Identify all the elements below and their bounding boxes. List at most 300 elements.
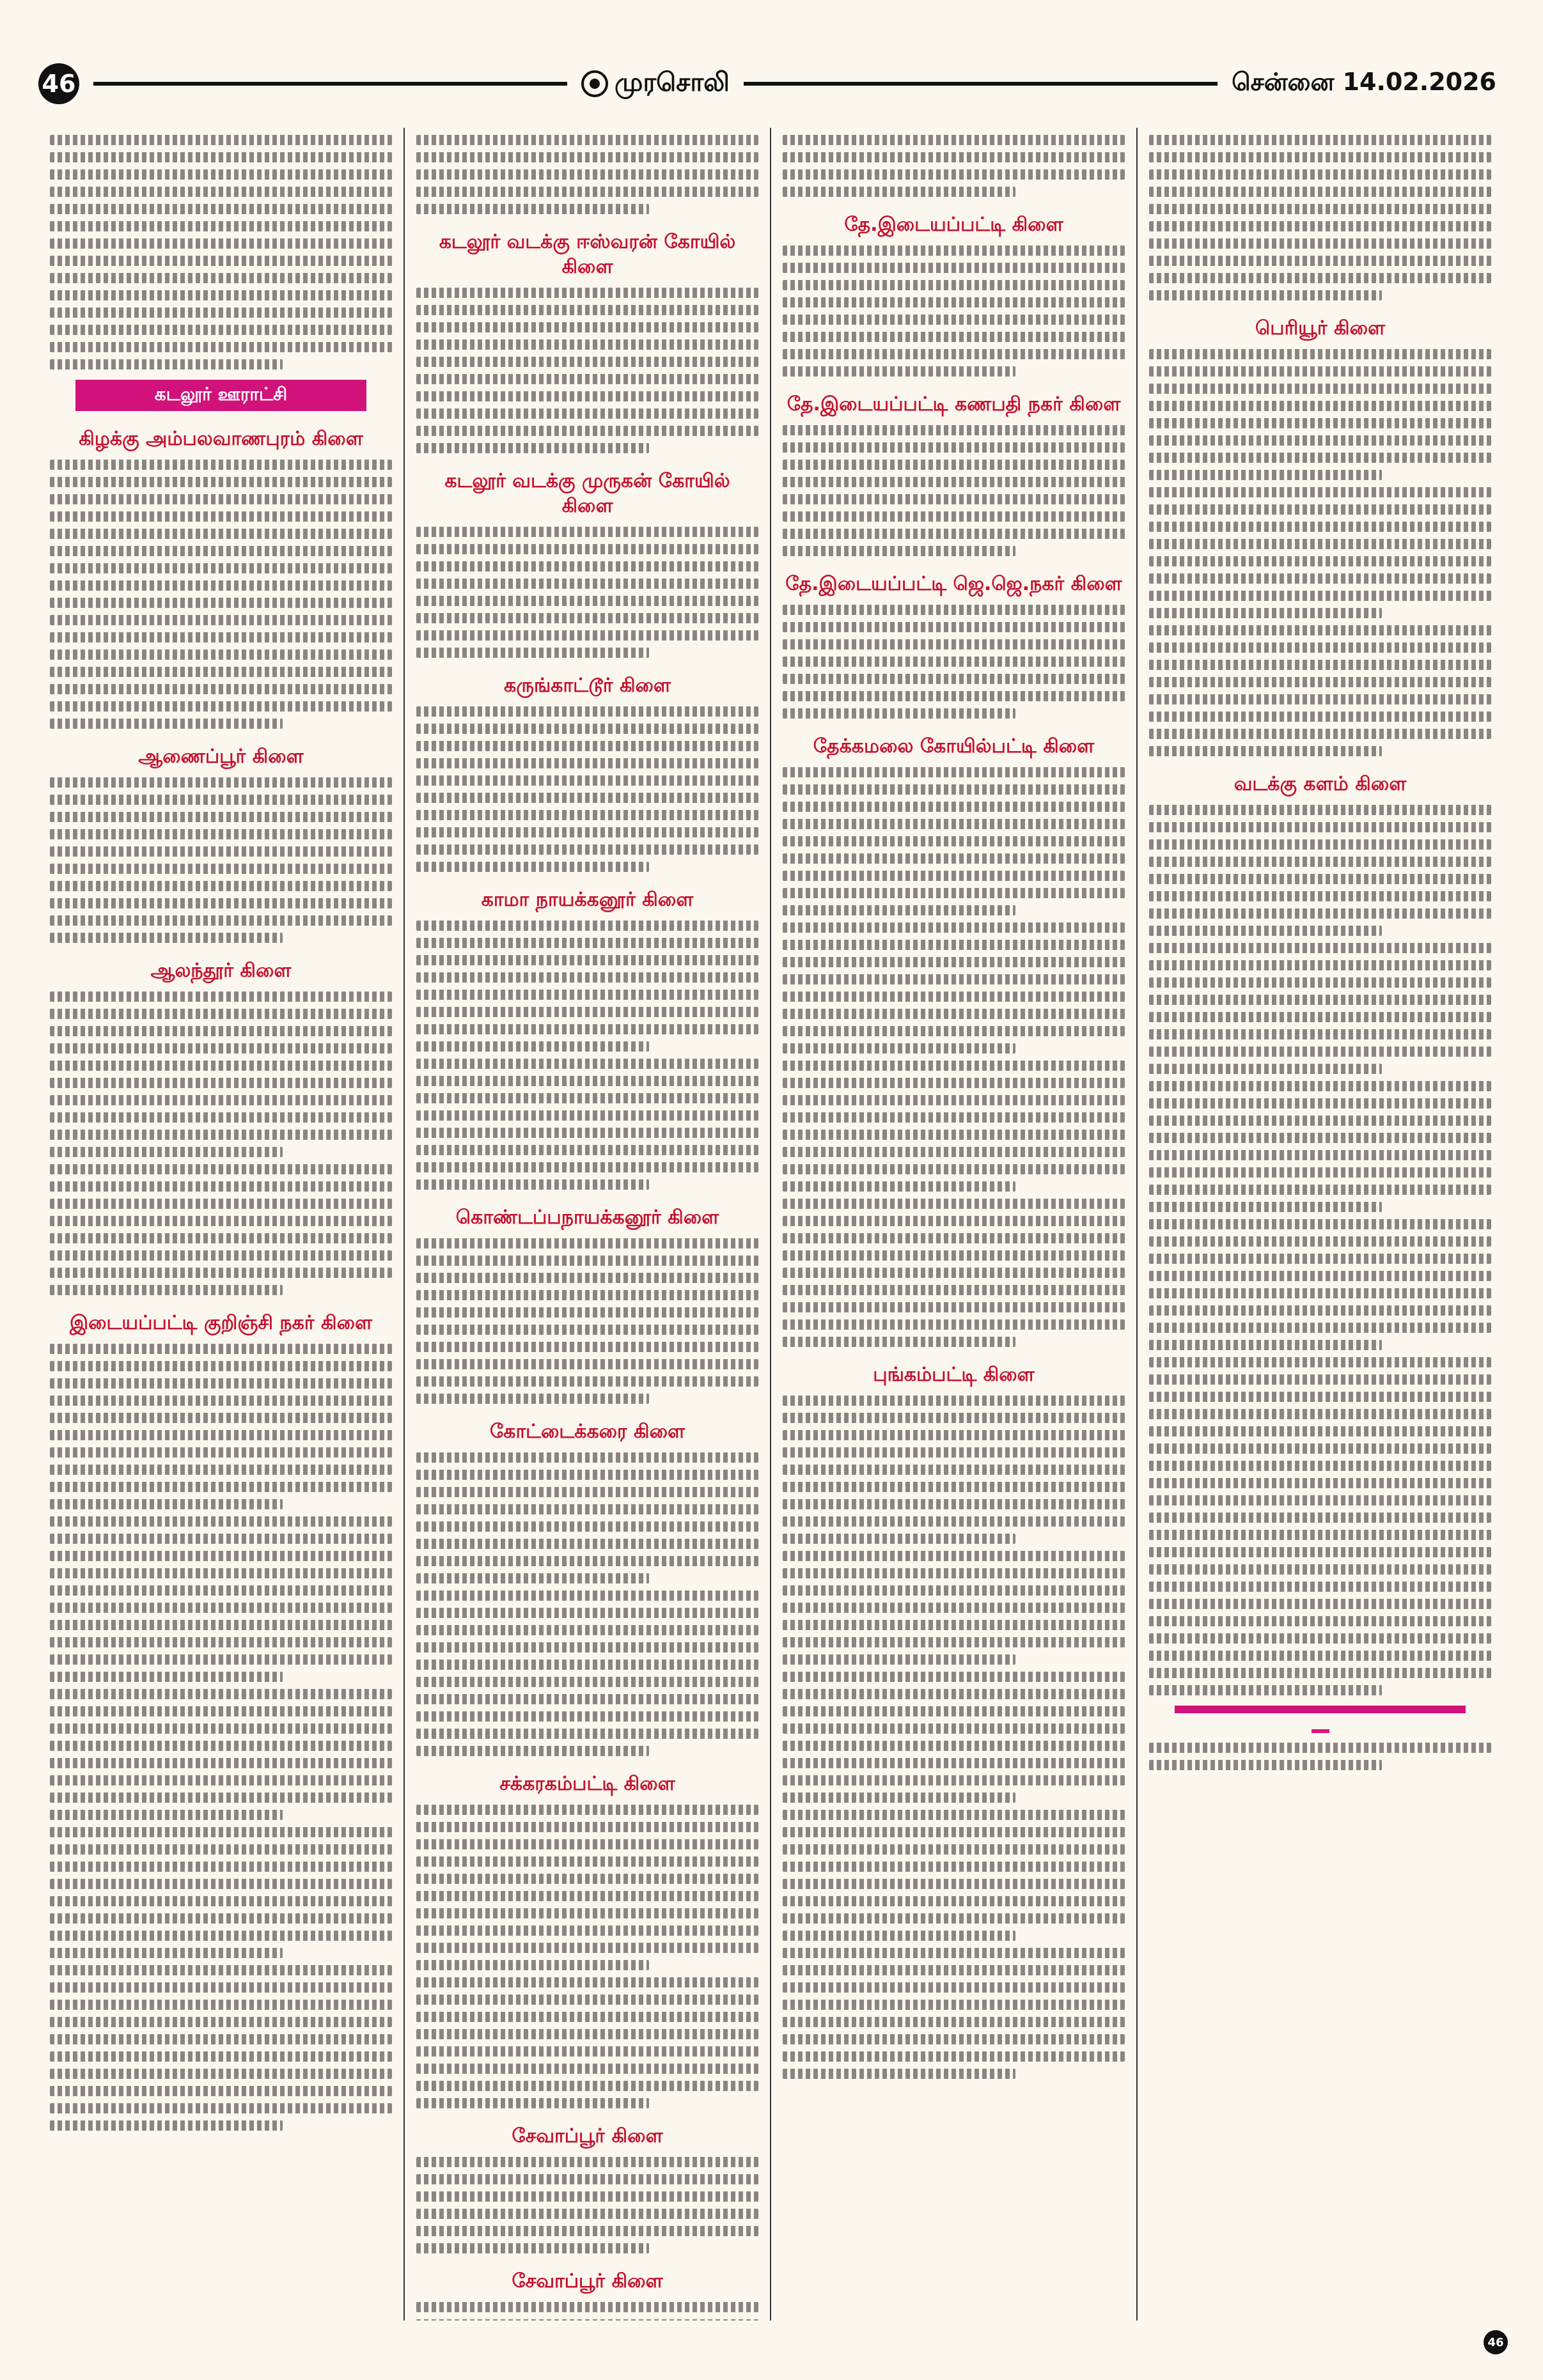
- body-text-line: [1149, 1305, 1491, 1316]
- body-text-line: [50, 2069, 392, 2079]
- body-text-line: [783, 1620, 1125, 1630]
- body-text-line: [416, 2174, 758, 2184]
- body-text-line: [783, 1516, 1125, 1527]
- body-text-line: [1149, 470, 1382, 480]
- section-title: சேவாப்பூர் கிளை: [512, 2125, 663, 2147]
- body-text-line: [1149, 1760, 1382, 1770]
- body-text-line: [416, 1805, 758, 1815]
- body-text-line: [1149, 677, 1491, 687]
- body-text-line: [1149, 238, 1491, 249]
- body-text-line: [416, 810, 758, 820]
- body-text-line: [416, 1625, 758, 1635]
- body-text-line: [1149, 1478, 1491, 1488]
- body-text-line: [1149, 273, 1491, 283]
- section-title: பெரியூர் கிளை: [1255, 317, 1386, 339]
- body-text-line: [783, 1147, 1125, 1157]
- body-text-line: [50, 701, 392, 712]
- body-text-line: [783, 657, 1125, 667]
- body-text-line: [50, 1965, 392, 1975]
- body-text-line: [416, 169, 758, 180]
- body-text-line: [783, 1585, 1125, 1596]
- body-text-line: [416, 544, 758, 554]
- body-text-line: [50, 1534, 392, 1544]
- body-text-line: [50, 1095, 392, 1105]
- body-text-line: [50, 1585, 392, 1596]
- body-text-line: [1149, 290, 1382, 300]
- body-text-line: [50, 1896, 392, 1906]
- body-text-line: [50, 898, 392, 908]
- body-text-line: [416, 2226, 758, 2236]
- body-text-line: [783, 332, 1125, 342]
- body-text-line: [50, 846, 392, 857]
- body-text-line: [416, 288, 758, 298]
- body-text-line: [416, 2081, 758, 2091]
- body-text-line: [416, 1711, 758, 1722]
- body-text-line: [416, 1556, 758, 1566]
- body-text-line: [1149, 1064, 1382, 1074]
- body-text-line: [1149, 874, 1491, 884]
- body-text-line: [50, 933, 283, 943]
- body-text-line: [50, 342, 392, 352]
- body-text-line: [1149, 256, 1491, 266]
- body-text-line: [1149, 1743, 1491, 1753]
- body-text-line: [783, 1844, 1125, 1855]
- body-text-line: [783, 1793, 1015, 1803]
- body-text-line: [783, 1499, 1125, 1509]
- body-text-line: [783, 2034, 1125, 2044]
- body-text-line: [50, 511, 392, 522]
- body-text-line: [1149, 522, 1491, 532]
- body-text-line: [783, 1465, 1125, 1475]
- body-text-line: [50, 290, 392, 300]
- body-text-line: [50, 1775, 392, 1785]
- body-text-line: [1149, 1495, 1491, 1505]
- body-text-line: [416, 1943, 758, 1953]
- body-text-line: [416, 1325, 758, 1335]
- body-text-line: [416, 1041, 649, 1052]
- body-text-line: [1149, 1685, 1382, 1695]
- body-text-line: [50, 829, 392, 839]
- body-text-line: [783, 605, 1125, 615]
- body-text-line: [50, 169, 392, 180]
- body-text-line: [416, 2064, 758, 2074]
- body-text-line: [1149, 1357, 1491, 1367]
- paper-name: [581, 68, 730, 100]
- body-text-line: [50, 1413, 392, 1423]
- body-text-line: [1149, 1340, 1382, 1350]
- section-title: கருங்காட்டூர் கிளை: [504, 674, 671, 697]
- body-text-line: [416, 648, 649, 658]
- body-text-line: [783, 1758, 1125, 1768]
- body-text-line: [416, 187, 758, 197]
- body-text-line: [50, 221, 392, 231]
- body-text-line: [50, 152, 392, 162]
- masthead-rule-right: [744, 82, 1218, 86]
- body-text-line: [1149, 1530, 1491, 1540]
- body-text-line: [416, 1376, 758, 1387]
- body-text-line: [783, 767, 1125, 777]
- section-title: காமா நாயக்கனூர் கிளை: [481, 889, 694, 911]
- body-text-line: [50, 2120, 283, 2131]
- section-title: ஆலந்தூர் கிளை: [150, 960, 292, 982]
- body-text-line: [416, 862, 649, 872]
- body-text-line: [416, 1076, 758, 1086]
- body-text-line: [416, 972, 758, 983]
- body-text-line: [783, 1319, 1125, 1330]
- body-text-line: [1149, 839, 1491, 850]
- body-text-line: [783, 1413, 1125, 1423]
- body-text-line: [1149, 1150, 1491, 1160]
- body-text-line: [783, 871, 1125, 881]
- body-text-line: [416, 579, 758, 589]
- body-text-line: [783, 1430, 1125, 1440]
- body-text-line: [1149, 487, 1491, 497]
- body-text-line: [1149, 1219, 1491, 1229]
- body-text-line: [50, 1654, 392, 1665]
- body-text-line: [1149, 1323, 1491, 1333]
- body-text-line: [50, 777, 392, 788]
- section-title: தே.இடையப்பட்டி கணபதி நகர் கிளை: [787, 393, 1121, 416]
- body-text-line: [1149, 435, 1491, 446]
- body-text-line: [50, 1285, 283, 1295]
- body-text-line: [416, 596, 758, 606]
- body-text-line: [50, 256, 392, 266]
- body-text-line: [1149, 995, 1491, 1005]
- body-text-line: [783, 992, 1125, 1002]
- body-text-line: [50, 1793, 392, 1803]
- section-title: கொண்டப்பநாயக்கனூர் கிளை: [455, 1206, 719, 1229]
- body-text-line: [416, 1290, 758, 1300]
- body-text-line: [1149, 1374, 1491, 1385]
- body-text-line: [416, 339, 758, 350]
- body-text-line: [50, 2000, 392, 2010]
- body-text-line: [783, 2069, 1015, 2079]
- body-text-line: [50, 812, 392, 822]
- body-text-line: [50, 494, 392, 504]
- body-text-line: [416, 561, 758, 572]
- body-text-line: [416, 1238, 758, 1248]
- body-text-line: [50, 238, 392, 249]
- body-text-line: [783, 1181, 1015, 1192]
- body-text-line: [416, 1995, 758, 2005]
- body-text-line: [50, 1689, 392, 1699]
- body-text-line: [50, 598, 392, 608]
- body-text-line: [50, 684, 392, 694]
- body-text-line: [50, 1741, 392, 1751]
- body-text-line: [50, 187, 392, 197]
- body-text-line: [783, 622, 1125, 632]
- body-text-line: [783, 366, 1015, 377]
- body-text-line: [1149, 694, 1491, 704]
- body-text-line: [50, 1948, 283, 1958]
- body-text-line: [783, 940, 1125, 950]
- body-text-line: [783, 1603, 1125, 1613]
- body-text-line: [50, 1447, 392, 1458]
- body-text-line: [783, 1337, 1015, 1347]
- body-text-line: [1149, 660, 1491, 670]
- body-text-line: [416, 921, 758, 931]
- body-text-line: [783, 135, 1125, 145]
- body-text-line: [50, 1982, 392, 1993]
- body-text-line: [1149, 746, 1382, 756]
- body-text-line: [1149, 805, 1491, 815]
- body-text-line: [50, 881, 392, 891]
- body-text-line: [1149, 1254, 1491, 1264]
- body-text-line: [783, 2017, 1125, 2027]
- body-text-line: [416, 1729, 758, 1739]
- body-text-line: [416, 1394, 649, 1404]
- body-text-line: [416, 724, 758, 734]
- body-text-line: [50, 1913, 392, 1924]
- body-text-line: [50, 1078, 392, 1088]
- body-text-line: [1149, 642, 1491, 653]
- body-text-line: [783, 819, 1125, 829]
- body-text-line: [416, 630, 758, 641]
- body-text-line: [1149, 712, 1491, 722]
- body-text-line: [783, 1551, 1125, 1561]
- body-text-line: [50, 1233, 392, 1243]
- body-text-line: [783, 1931, 1015, 1941]
- body-text-line: [1149, 608, 1382, 618]
- body-text-line: [783, 1095, 1125, 1105]
- body-text-line: [416, 990, 758, 1000]
- body-text-line: [416, 1642, 758, 1653]
- body-text-line: [783, 1896, 1125, 1906]
- body-text-line: [1149, 891, 1491, 901]
- body-text-line: [50, 477, 392, 487]
- body-text-line: [416, 1925, 758, 1936]
- body-text-line: [50, 1551, 392, 1561]
- body-text-line: [783, 1534, 1015, 1544]
- section-title: இடையப்பட்டி குறிஞ்சி நகர் கிளை: [69, 1312, 373, 1334]
- body-text-line: [783, 691, 1125, 701]
- body-text-line: [1149, 591, 1491, 601]
- body-text-line: [416, 758, 758, 768]
- body-text-line: [783, 1233, 1125, 1243]
- section-title: சேவாப்பூர் கிளை: [512, 2270, 663, 2292]
- column-1: [38, 128, 405, 2321]
- body-text-line: [783, 1637, 1125, 1647]
- section-title: கிழக்கு அம்பலவாணபுரம் கிளை: [79, 428, 363, 450]
- body-text-line: [416, 1539, 758, 1549]
- body-text-line: [783, 2000, 1125, 2010]
- body-text-line: [50, 2034, 392, 2044]
- body-text-line: [416, 613, 758, 623]
- body-text-line: [50, 1862, 392, 1872]
- body-text-line: [1149, 1651, 1491, 1661]
- body-text-line: [783, 297, 1125, 307]
- body-text-line: [50, 1026, 392, 1036]
- body-text-line: [50, 1344, 392, 1354]
- body-text-line: [416, 408, 758, 419]
- body-text-line: [50, 1181, 392, 1192]
- body-text-line: [416, 1591, 758, 1601]
- body-text-line: [50, 795, 392, 805]
- body-text-line: [783, 708, 1015, 719]
- body-text-line: [783, 1810, 1125, 1820]
- masthead-rule-left: [93, 82, 567, 86]
- body-text-line: [1149, 1582, 1491, 1592]
- body-text-line: [783, 836, 1125, 846]
- body-text-line: [416, 1977, 758, 1987]
- body-text-line: [416, 2012, 758, 2022]
- section-banner: [1175, 1706, 1466, 1713]
- body-text-line: [416, 1342, 758, 1352]
- dateline: சென்னை 14.02.2026: [1232, 68, 1496, 96]
- masthead: [38, 59, 1496, 109]
- body-text-line: [1149, 204, 1491, 214]
- body-text-line: [50, 1112, 392, 1123]
- section-title: தே.இடையப்பட்டி கிளை: [844, 214, 1063, 236]
- body-text-line: [1149, 1046, 1491, 1057]
- body-text-line: [783, 315, 1125, 325]
- body-text-line: [1149, 221, 1491, 231]
- body-text-line: [783, 1216, 1125, 1226]
- body-text-line: [416, 1822, 758, 1832]
- body-text-line: [50, 1931, 392, 1941]
- body-text-line: [783, 1268, 1125, 1278]
- body-text-line: [783, 442, 1125, 453]
- body-text-line: [50, 1810, 283, 1820]
- body-text-line: [1149, 573, 1491, 584]
- body-text-line: [783, 245, 1125, 256]
- body-text-line: [783, 1654, 1015, 1665]
- body-text-line: [50, 1637, 392, 1647]
- body-text-line: [50, 667, 392, 677]
- section-title: சக்கரகம்பட்டி கிளை: [499, 1773, 675, 1795]
- body-text-line: [783, 1862, 1125, 1872]
- section-title: புங்கம்பட்டி கிளை: [873, 1364, 1035, 1386]
- body-text-line: [50, 2103, 392, 2113]
- body-text-line: [1149, 1029, 1491, 1039]
- body-text-line: [783, 1948, 1125, 1958]
- body-text-line: [416, 1874, 758, 1884]
- body-text-line: [416, 204, 649, 214]
- body-text-line: [416, 1487, 758, 1497]
- body-text-line: [783, 1672, 1125, 1682]
- body-text-line: [50, 1430, 392, 1440]
- body-text-line: [50, 1268, 392, 1278]
- body-text-line: [1149, 453, 1491, 463]
- body-text-line: [783, 187, 1015, 197]
- body-text-line: [50, 1844, 392, 1855]
- body-text-line: [783, 1250, 1125, 1261]
- body-text-line: [783, 460, 1125, 470]
- body-text-line: [783, 1482, 1125, 1492]
- body-text-line: [1149, 1098, 1491, 1108]
- body-text-line: [1149, 1271, 1491, 1281]
- body-text-line: [416, 793, 758, 803]
- body-text-line: [783, 1568, 1125, 1578]
- body-text-line: [416, 443, 649, 453]
- body-text-line: [50, 1827, 392, 1837]
- body-text-line: [50, 1879, 392, 1889]
- body-text-line: [416, 1504, 758, 1514]
- body-text-line: [1149, 135, 1491, 145]
- body-text-line: [50, 1043, 392, 1054]
- body-text-line: [783, 529, 1125, 539]
- body-text-line: [50, 135, 392, 145]
- body-text-line: [416, 741, 758, 751]
- body-text-line: [783, 1026, 1125, 1036]
- body-text-line: [416, 2319, 758, 2321]
- body-text-line: [783, 1112, 1125, 1123]
- body-text-line: [416, 1608, 758, 1618]
- body-text-line: [416, 2157, 758, 2167]
- body-text-line: [50, 1164, 392, 1174]
- body-text-line: [50, 1482, 392, 1492]
- body-text-line: [416, 1128, 758, 1138]
- body-text-line: [50, 204, 392, 214]
- body-text-line: [1149, 152, 1491, 162]
- body-text-line: [416, 1007, 758, 1017]
- body-text-line: [783, 802, 1125, 812]
- body-text-line: [783, 349, 1125, 359]
- body-text-line: [50, 632, 392, 642]
- body-text-line: [50, 615, 392, 625]
- body-text-line: [1149, 1202, 1382, 1212]
- body-text-line: [783, 280, 1125, 290]
- body-text-line: [50, 2051, 392, 2062]
- body-text-line: [783, 1723, 1125, 1734]
- body-text-line: [783, 1741, 1125, 1751]
- body-text-line: [416, 1470, 758, 1480]
- body-text-line: [50, 1250, 392, 1261]
- body-text-line: [1149, 1564, 1491, 1575]
- body-text-line: [783, 639, 1125, 649]
- body-text-line: [1149, 977, 1491, 988]
- body-text-line: [416, 844, 758, 855]
- body-text-line: [50, 1199, 392, 1209]
- section-title: தே.இடையப்பட்டி ஜெ.ஜெ.நகர் கிளை: [785, 573, 1122, 595]
- body-text-line: [416, 706, 758, 717]
- body-text-line: [50, 1568, 392, 1578]
- footer-page-number: 46: [1484, 2330, 1508, 2354]
- body-text-line: [1149, 1616, 1491, 1626]
- body-text-line: [50, 992, 392, 1002]
- body-text-line: [416, 2046, 758, 2057]
- body-text-line: [50, 1009, 392, 1019]
- column-4: [1138, 128, 1503, 2321]
- body-text-line: [783, 425, 1125, 435]
- body-text-line: [416, 1746, 649, 1756]
- body-text-line: [1149, 1513, 1491, 1523]
- body-text-line: [416, 1891, 758, 1901]
- body-text-line: [783, 974, 1125, 984]
- body-text-line: [50, 273, 392, 283]
- body-text-line: [783, 1043, 1015, 1054]
- body-text-line: [50, 359, 283, 369]
- body-text-line: [783, 1879, 1125, 1889]
- column-3: [771, 128, 1138, 2321]
- body-text-line: [1149, 1599, 1491, 1609]
- body-text-line: [1149, 169, 1491, 180]
- body-text-line: [50, 915, 392, 926]
- body-text-line: [416, 1110, 758, 1121]
- body-text-line: [416, 527, 758, 537]
- section-title: கோட்டைக்கரை கிளை: [489, 1420, 685, 1443]
- paper-logo-icon: [581, 70, 608, 97]
- body-text-line: [783, 1130, 1125, 1140]
- body-text-line: [783, 1061, 1125, 1071]
- body-text-line: [50, 1499, 283, 1509]
- body-text-line: [783, 674, 1125, 684]
- body-text-line: [50, 580, 392, 591]
- body-text-line: [783, 494, 1125, 504]
- body-text-line: [416, 1024, 758, 1034]
- body-text-line: [783, 784, 1125, 795]
- body-text-line: [1149, 1167, 1491, 1178]
